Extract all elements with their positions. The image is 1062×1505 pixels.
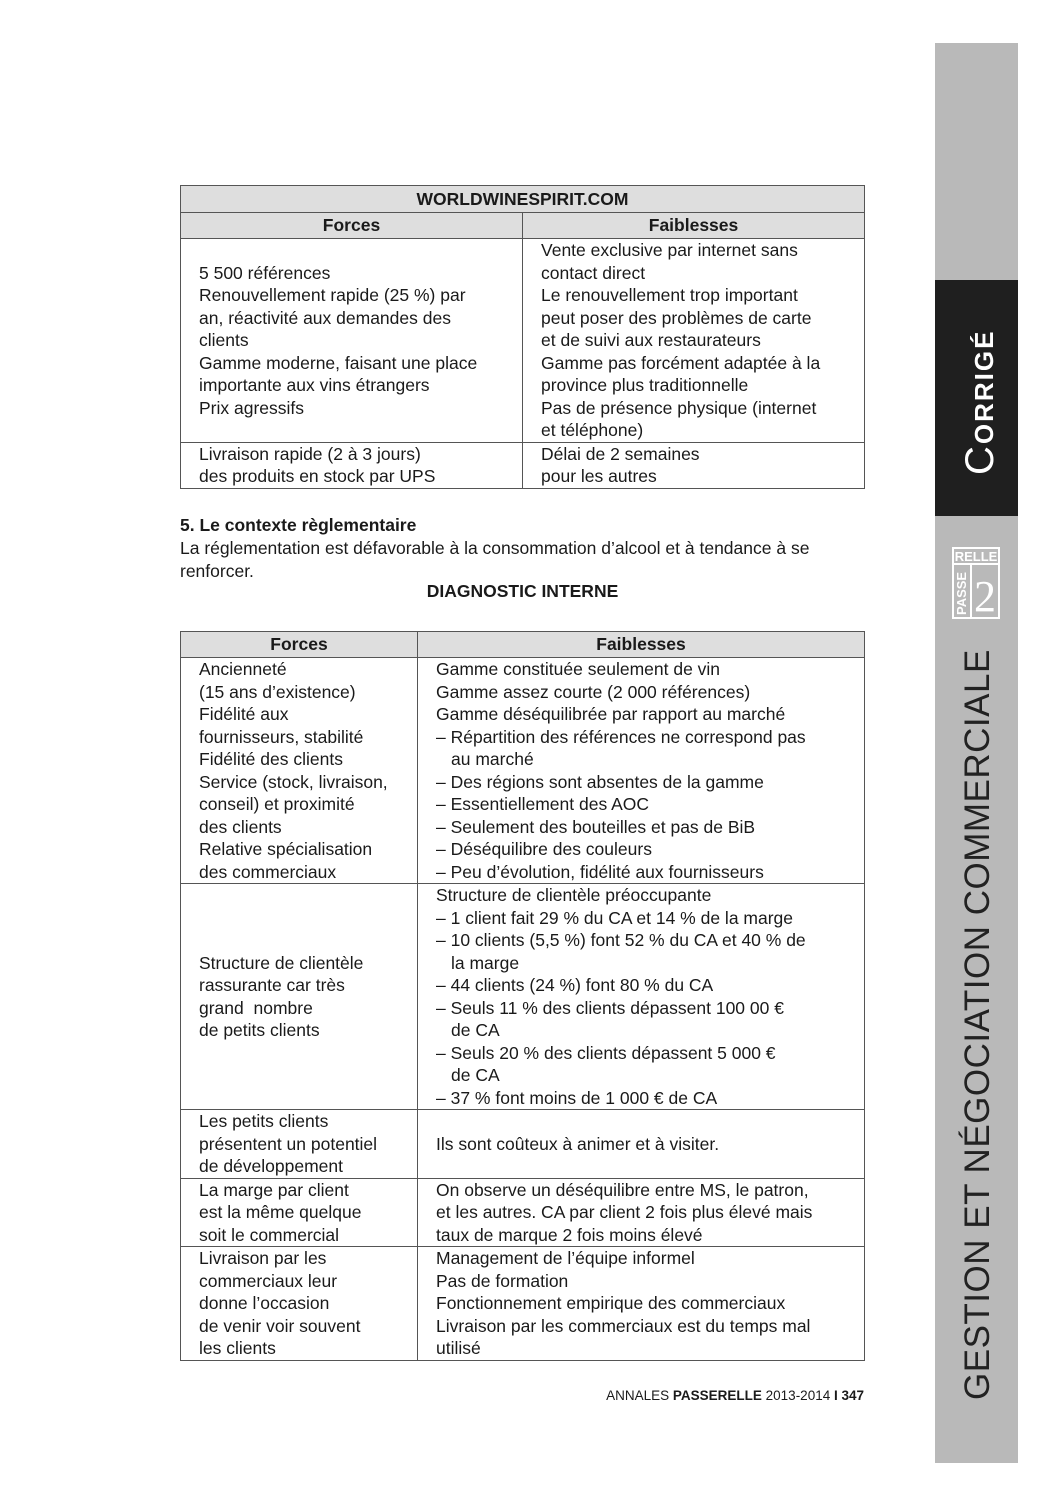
page-footer [606,1388,864,1403]
forces-cell [181,239,523,443]
faiblesses-header: Faiblesses [523,213,865,239]
forces-cell [181,884,418,1110]
cell-line: et les autres. CA par client 2 fois plus élevé mais [436,1202,813,1222]
forces-cell [181,442,523,488]
table-row [181,1178,865,1247]
worldwinespirit-table [180,185,865,489]
cell-line: utilisé [436,1338,481,1358]
forces-cell [181,1178,418,1247]
faiblesses-cell [418,658,865,884]
faiblesses-cell [523,442,865,488]
corrige-rest: ORRIGÉ [969,329,999,445]
cell-line: – Seulement des bouteilles et pas de BiB [436,816,756,837]
table-row [181,239,865,443]
cell-line: – Des régions sont absentes de la gamme [436,771,764,792]
cell-line: – Déséquilibre des couleurs [436,839,652,859]
section-text: La réglementation est défavorable à la consommation d’alcool et à tendance à se renforcer. [180,538,810,581]
cell-line: Management de l’équipe informel [436,1248,695,1268]
cell-line: – Essentiellement des AOC [436,794,650,814]
cell-line: Gamme assez courte (2 000 références) [436,681,751,702]
cell-line: taux de marque 2 fois moins élevé [436,1224,703,1245]
forces-cell [181,658,418,884]
cell-line: – Répartition des références ne correspond pas [436,726,806,747]
cell-line: contact direct [541,262,646,283]
cell-line: est la même quelque [199,1202,362,1222]
cell-line: – 37 % font moins de 1 000 € de CA [436,1087,718,1108]
cell-line: clients [199,330,249,350]
diagnostic-title: DIAGNOSTIC INTERNE [426,581,619,601]
cell-line: présentent un potentiel [199,1133,378,1154]
corrige-label [958,330,1003,475]
cell-line: – Peu d’évolution, fidélité aux fournisseurs [436,861,764,882]
table-row [181,1247,865,1361]
cell-line: Pas de formation [436,1270,569,1291]
cell-line: Fonctionnement empirique des commerciaux [436,1293,786,1313]
cell-line: donne l’occasion [199,1293,330,1313]
footer-prefix: ANNALES [606,1388,673,1403]
passerelle-logo [952,547,1000,619]
cell-line: Service (stock, livraison, [199,771,388,792]
cell-line: Gamme constituée seulement de vin [436,659,721,679]
cell-line: province plus traditionnelle [541,375,749,395]
cell-line: La marge par client [199,1179,349,1200]
cell-line: commerciaux leur [199,1270,338,1291]
faiblesses-cell [523,239,865,443]
cell-line: les clients [199,1338,276,1358]
cell-line: au marché [451,749,534,769]
forces-cell [181,1247,418,1361]
faiblesses-header: Faiblesses [418,632,865,658]
cell-line: de CA [451,1020,500,1040]
cell-line: Pas de présence physique (internet [541,397,817,418]
cell-line: Livraison par les commerciaux est du temps mal [436,1315,811,1336]
cell-line: Structure de clientèle préoccupante [436,885,712,905]
table-row [181,442,865,488]
cell-line: On observe un déséquilibre entre MS, le patron, [436,1179,809,1200]
cell-line: Gamme moderne, faisant une place [199,352,478,373]
logo-number: 2 [974,572,996,619]
cell-line: des commerciaux [199,861,337,882]
cell-line: – Seuls 20 % des clients dépassent 5 000 € [436,1042,776,1063]
cell-line: des clients [199,816,282,837]
cell-line: soit le commercial [199,1224,340,1245]
diagnostic-table [180,631,865,1361]
cell-line: de venir voir souvent [199,1315,361,1336]
footer-brand: PASSERELLE [672,1388,762,1403]
cell-line: Gamme pas forcément adaptée à la [541,352,821,373]
cell-line: et de suivi aux restaurateurs [541,330,761,350]
table-title: WORLDWINESPIRIT.COM [181,186,865,213]
cell-line: Le renouvellement trop important [541,285,798,305]
cell-line: Gamme déséquilibrée par rapport au marché [436,704,786,724]
faiblesses-cell [418,1247,865,1361]
cell-line: an, réactivité aux demandes des [199,307,451,328]
cell-line: de petits clients [199,1020,320,1040]
cell-line: – 1 client fait 29 % du CA et 14 % de la marge [436,907,794,928]
subject-label: GESTION ET NÉGOCIATION COMMERCIALE [958,649,997,1400]
forces-cell [181,1110,418,1179]
cell-line: Livraison par les [199,1248,327,1268]
cell-line: Livraison rapide (2 à 3 jours) [199,443,421,464]
cell-line: Délai de 2 semaines [541,443,700,464]
cell-line: rassurante car très [199,975,345,995]
cell-line: importante aux vins étrangers [199,375,430,395]
cell-line: conseil) et proximité [199,794,355,814]
cell-line: Renouvellement rapide (25 %) par [199,285,466,305]
corrige-initial: C [958,444,1002,475]
cell-line: Vente exclusive par internet sans [541,240,798,260]
cell-line: pour les autres [541,466,657,486]
cell-line: Prix agressifs [199,397,305,418]
cell-line: grand nombre [199,997,313,1018]
cell-line: de CA [451,1065,500,1085]
faiblesses-cell [418,884,865,1110]
footer-suffix: 2013-2014 [761,1388,834,1403]
faiblesses-cell [418,1178,865,1247]
forces-header: Forces [181,213,523,239]
cell-line: de développement [199,1156,343,1176]
table-row [181,884,865,1110]
forces-header: Forces [181,632,418,658]
cell-line: – 44 clients (24 %) font 80 % du CA [436,975,714,995]
cell-line: des produits en stock par UPS [199,466,436,486]
table-row [181,1110,865,1179]
logo-side-text: PASSE [954,571,969,615]
cell-line: Relative spécialisation [199,839,373,859]
page-number: I 347 [833,1388,864,1403]
cell-line: la marge [451,952,520,973]
cell-line: (15 ans d’existence) [199,681,356,702]
faiblesses-cell [418,1110,865,1179]
table-row [181,658,865,884]
cell-line: et téléphone) [541,420,644,440]
cell-line: 5 500 références [199,262,331,283]
cell-line: Ils sont coûteux à animer et à visiter. [436,1133,720,1154]
cell-line: Structure de clientèle [199,952,364,973]
cell-line: fournisseurs, stabilité [199,726,364,747]
cell-line: Les petits clients [199,1111,329,1131]
cell-line: – 10 clients (5,5 %) font 52 % du CA et 40 % de [436,930,806,950]
cell-line: peut poser des problèmes de carte [541,307,812,328]
cell-line: Ancienneté [199,659,287,679]
section-title: 5. Le contexte règlementaire [180,515,417,535]
cell-line: – Seuls 11 % des clients dépassent 100 00 € [436,997,784,1018]
cell-line: Fidélité des clients [199,749,343,769]
cell-line: Fidélité aux [199,704,289,724]
logo-top-text: RELLE [954,549,998,564]
